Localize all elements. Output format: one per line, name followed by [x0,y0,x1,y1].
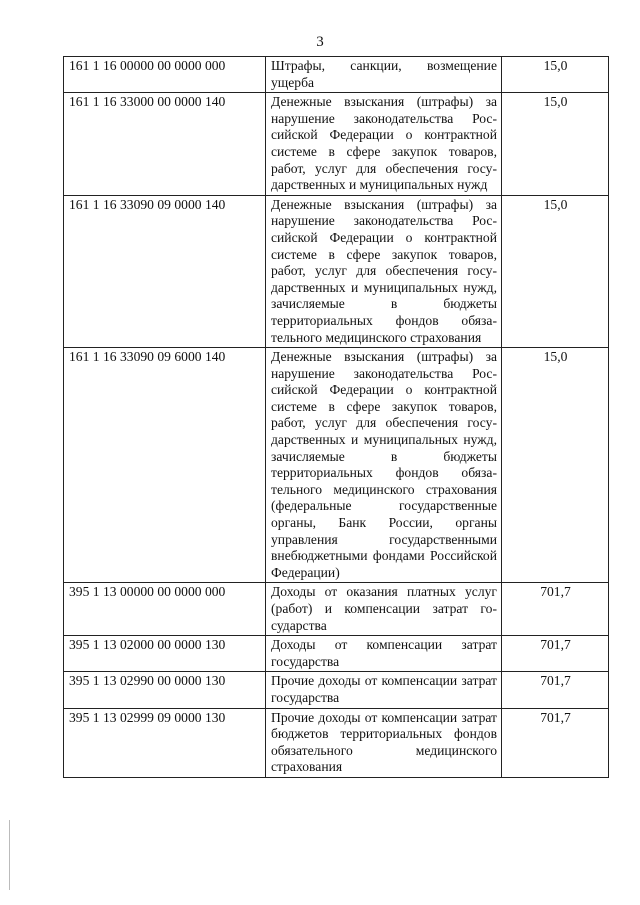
table-row [64,348,609,583]
row-name: Штрафы, санкции, возмещение ущерба [266,57,502,93]
budget-income-table [63,56,609,778]
row-name: Денежные взыскания (штрафы) за нарушение законодательства Российской Федерации о контрактной системе в сфере закупок товаров, работ, услуг для обеспечения государственных и муниципальных нужд [266,93,502,196]
row-code: 161 1 16 00000 00 0000 000 [64,57,266,93]
row-code: 161 1 16 33090 09 0000 140 [64,195,266,347]
page-number: 3 [316,34,324,50]
row-name: Денежные взыскания (штрафы) за нарушение законодательства Российской Федерации о контрактной системе в сфере закупок товаров, работ, услуг для обеспечения государственных и муниципальных нужд, зачисляемые в бюджеты территориальных фондов обязательного медицинского страхования [266,195,502,347]
row-name: Доходы от компенсации затрат государства [266,636,502,672]
table-row [64,93,609,196]
table-row [64,57,609,93]
row-amount: 15,0 [502,57,609,93]
row-name: Денежные взыскания (штрафы) за нарушение законодательства Российской Федерации о контрактной системе в сфере закупок товаров, работ, услуг для обеспечения государственных и муниципальных нужд, зачисляемые в бюджеты территориальных фондов обязательного медицинского страхования (федеральные государственные органы, Банк России, органы управления государственными внебюджетными фондами Российской Федерации) [266,348,502,583]
row-amount: 701,7 [502,708,609,777]
row-amount: 701,7 [502,636,609,672]
row-amount: 15,0 [502,93,609,196]
row-amount: 15,0 [502,348,609,583]
row-name: Доходы от оказания платных услуг (работ) и компенсации затрат государства [266,583,502,636]
table-row [64,583,609,636]
table-row [64,672,609,708]
table-row [64,708,609,777]
row-code: 395 1 13 02990 00 0000 130 [64,672,266,708]
row-code: 395 1 13 02000 00 0000 130 [64,636,266,672]
row-code: 395 1 13 00000 00 0000 000 [64,583,266,636]
table-row [64,636,609,672]
row-code: 395 1 13 02999 09 0000 130 [64,708,266,777]
row-code: 161 1 16 33000 00 0000 140 [64,93,266,196]
row-amount: 15,0 [502,195,609,347]
row-name: Прочие доходы от компенсации затрат государства [266,672,502,708]
row-code: 161 1 16 33090 09 6000 140 [64,348,266,583]
row-amount: 701,7 [502,583,609,636]
row-amount: 701,7 [502,672,609,708]
table-row [64,195,609,347]
row-name: Прочие доходы от компенсации затрат бюджетов территориальных фондов обязательного медицинского страхования [266,708,502,777]
scan-margin-line [9,820,10,890]
